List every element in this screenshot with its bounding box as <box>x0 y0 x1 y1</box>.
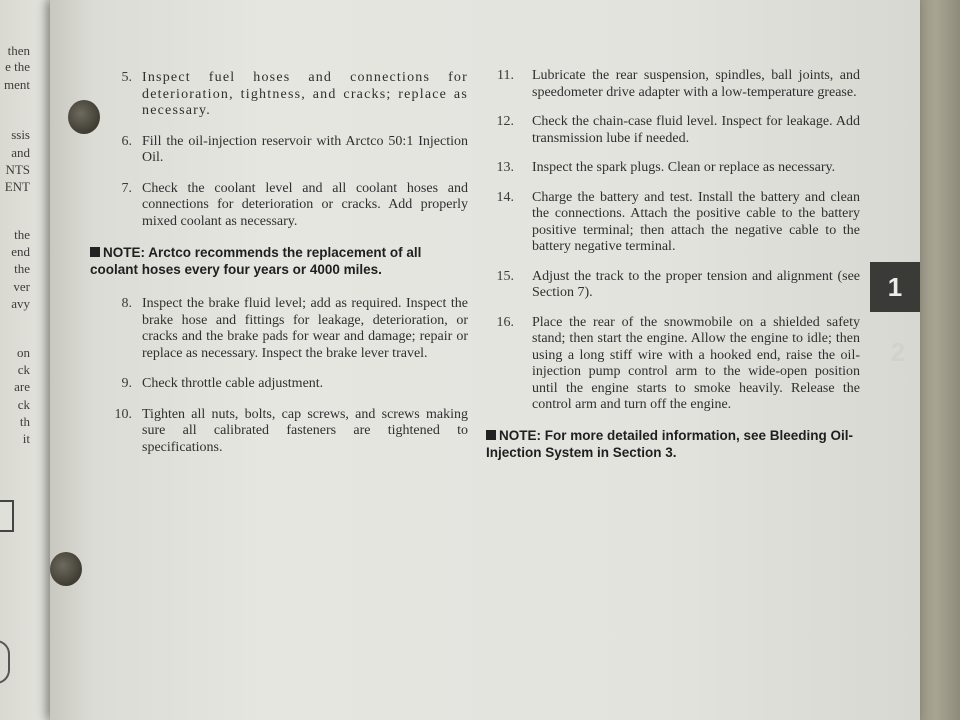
list-item <box>108 296 468 362</box>
list-item <box>108 134 468 167</box>
item-text: Lubricate the rear suspension, spindles, ball joints, and speedometer drive adapter with a low-temperature grease. <box>532 68 860 100</box>
item-number: 9. <box>121 376 132 391</box>
section-tab-2-ghost: 2 <box>890 337 906 367</box>
item-number: 8. <box>121 296 132 311</box>
item-text: Fill the oil-injection reservoir with Arctco 50:1 Injection Oil. <box>142 133 468 165</box>
item-text: Tighten all nuts, bolts, cap screws, and screws making sure all calibrated fasteners are tightened to specifications. <box>142 406 468 455</box>
left-page-fragment: avy <box>11 296 30 311</box>
item-number: 12. <box>496 114 514 129</box>
list-item <box>494 190 860 256</box>
item-text: Adjust the track to the proper tension and alignment (see Section 7). <box>532 268 860 300</box>
left-page-fragment: then <box>7 43 30 58</box>
list-item <box>108 181 468 231</box>
left-page-fragment: the <box>14 227 30 242</box>
left-page-fragment: ENT <box>4 179 30 194</box>
note-oil-injection <box>486 427 860 461</box>
note-bullet-icon <box>486 430 496 440</box>
left-page-fragment: ssis <box>11 127 30 142</box>
punch-hole <box>68 100 100 134</box>
left-page-fragment: ment <box>4 77 30 92</box>
left-page-fragment: end <box>11 244 30 259</box>
left-page-fragment: it <box>22 431 30 446</box>
item-text: Check the chain-case fluid level. Inspect for leakage. Add transmission lube if needed. <box>532 114 860 146</box>
section-tab-1: 1 <box>870 262 920 312</box>
list-item <box>494 269 860 302</box>
item-number: 14. <box>496 189 514 205</box>
left-page-fragment: ver <box>13 279 30 294</box>
list-item <box>494 114 860 147</box>
item-text: Place the rear of the snowmobile on a shielded safety stand; then start the engine. Allow the engine to idle; then using a long stiff wire with a hooked end, raise the oil-injection pump control arm to the wide-open position until the engine starts to smoke heavily. Release the control arm and turn off the engine. <box>532 314 860 412</box>
item-text: Inspect the brake fluid level; add as required. Inspect the brake hose and fittings for leakage, deterioration, or cracks and the brake pads for wear and damage; repair or replace as necessary. Inspect the brake lever travel. <box>142 296 468 361</box>
item-number: 15. <box>496 268 514 284</box>
list-item <box>494 315 860 414</box>
table-surface <box>920 0 960 720</box>
left-column <box>90 70 468 470</box>
left-page-fragment: e the <box>5 59 30 74</box>
item-text: Inspect the spark plugs. Clean or replace as necessary. <box>532 160 836 175</box>
list-item <box>108 70 468 120</box>
list-item <box>494 160 860 177</box>
list-item <box>108 376 468 393</box>
item-text: Inspect fuel hoses and connections for deterioration, tightness, and cracks; replace as necessary. <box>142 70 468 118</box>
manual-page <box>50 0 920 720</box>
note-text: NOTE: For more detailed information, see Bleeding Oil-Injection System in Section 3. <box>486 427 854 460</box>
list-item <box>494 68 860 101</box>
item-number: 6. <box>121 133 132 149</box>
note-text: NOTE: Arctco recommends the replacement of all coolant hoses every four years or 4000 miles. <box>90 245 422 277</box>
item-number: 13. <box>496 160 514 175</box>
left-page-fragment: NTS <box>5 162 30 177</box>
left-page-fragment: ck <box>17 362 30 377</box>
left-page-fragment: are <box>14 379 30 394</box>
left-page-fragment: th <box>19 414 30 429</box>
item-number: 16. <box>496 314 514 330</box>
note-bullet-icon <box>90 247 100 257</box>
item-text: Charge the battery and test. Install the battery and clean the connections. Attach the positive cable to the battery positive terminal; then attach the negative cable to the battery negative terminal. <box>532 189 860 254</box>
item-number: 11. <box>497 68 514 83</box>
right-column <box>486 68 860 461</box>
item-text: Check the coolant level and all coolant hoses and connections for deterioration or cracks. Add properly mixed coolant as necessary. <box>142 180 468 229</box>
left-page-fragment: ck <box>17 397 30 412</box>
note-coolant-hoses <box>90 244 468 278</box>
punch-hole <box>50 552 82 586</box>
left-page-rounded-graphic <box>0 640 10 684</box>
left-page-fragment: on <box>17 345 30 360</box>
list-item <box>108 407 468 457</box>
item-text: Check throttle cable adjustment. <box>142 376 324 391</box>
item-number: 5. <box>121 70 132 85</box>
left-page-box-graphic <box>0 500 14 532</box>
left-page-fragment: the <box>14 261 30 276</box>
item-number: 10. <box>114 406 132 422</box>
item-number: 7. <box>121 180 132 196</box>
left-page-fragment: and <box>11 145 30 160</box>
